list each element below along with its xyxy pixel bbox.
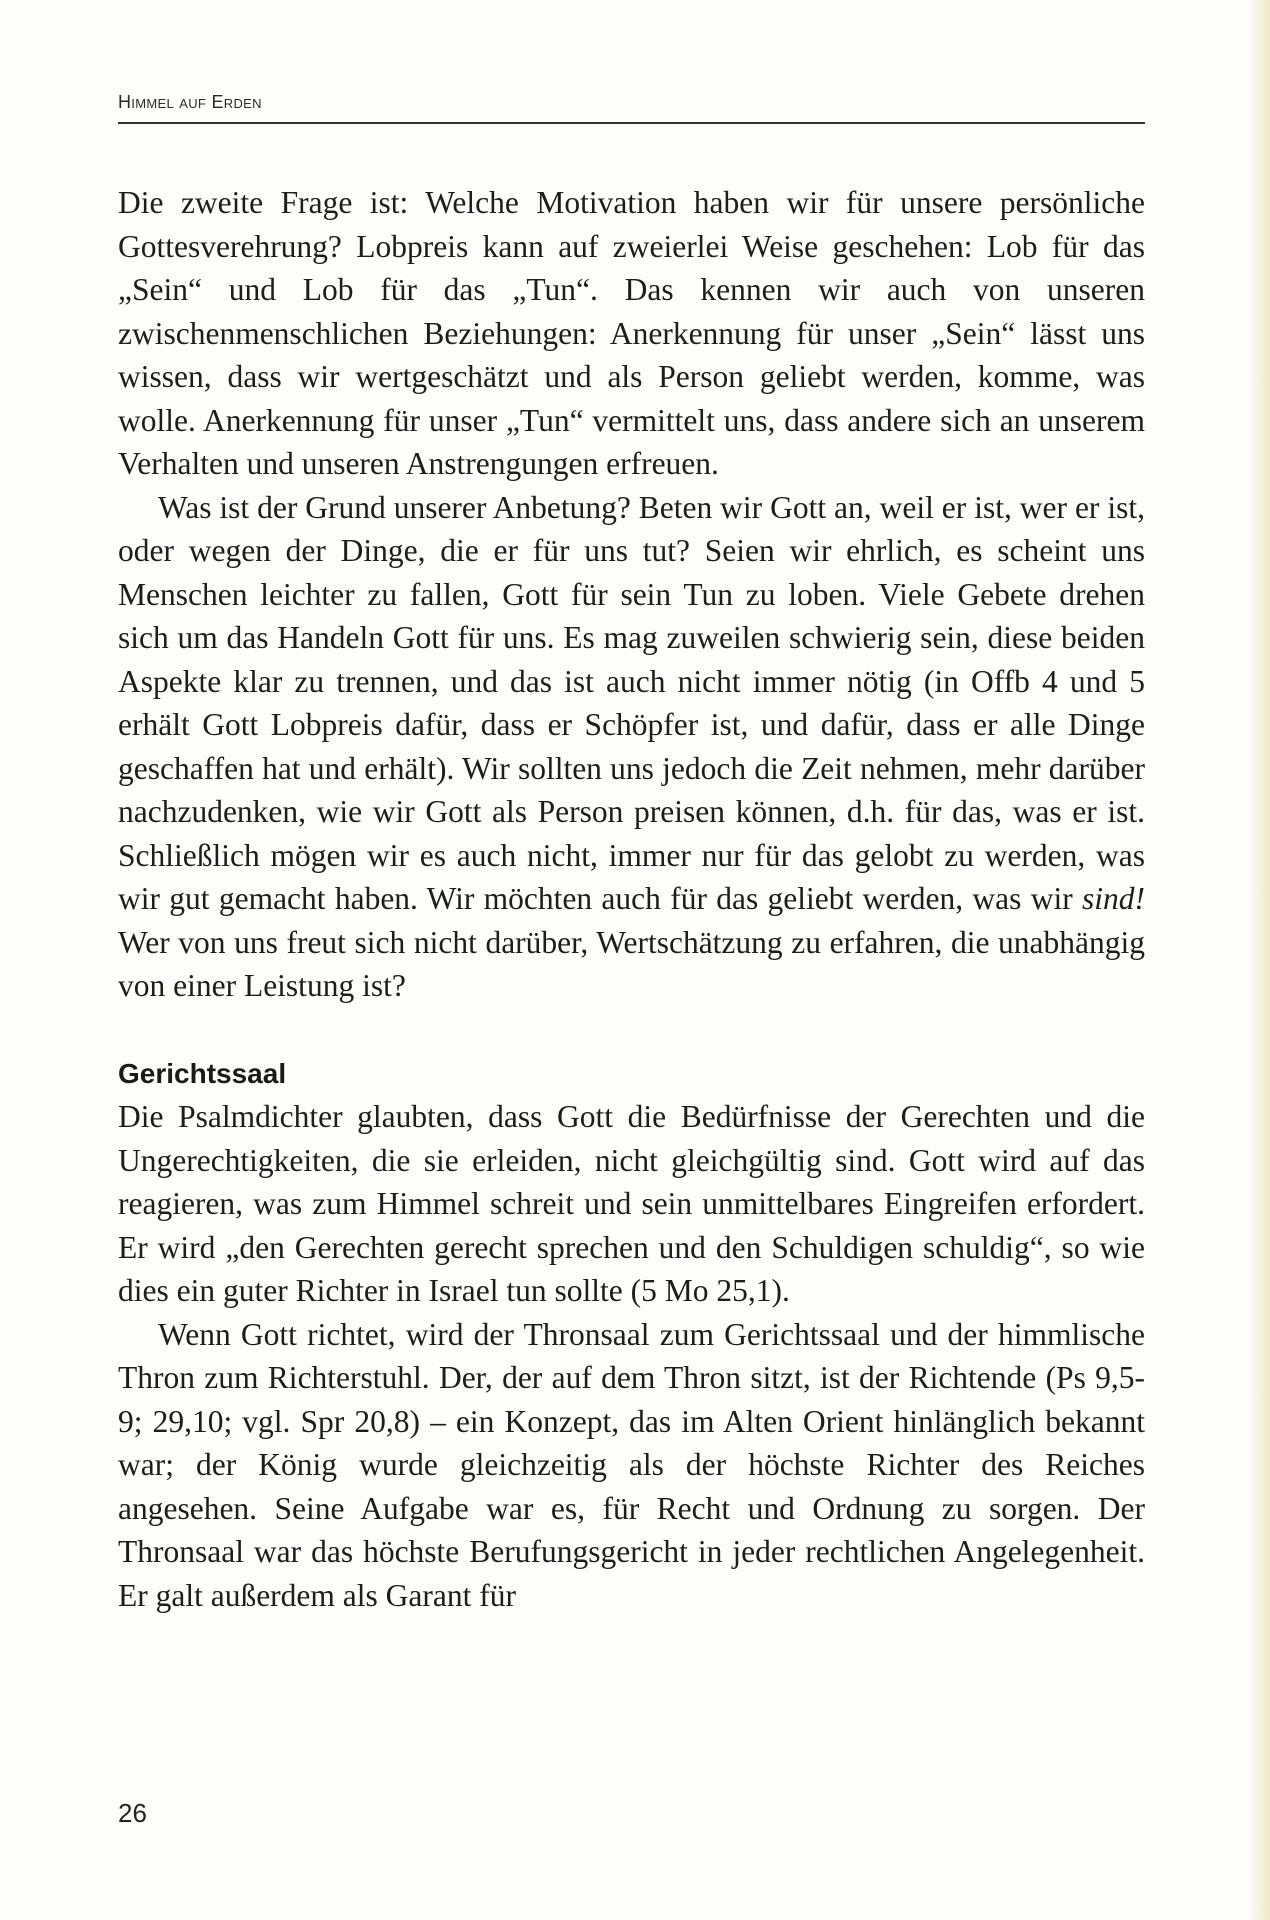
body-text [118,181,1145,1617]
running-head: Himmel auf Erden [118,92,262,112]
section-heading: Gerichtssaal [118,1057,287,1089]
paragraph-text: Wer von uns freut sich nicht darüber, Wertschätzung zu erfahren, die unabhängig von einer Leistung ist? [118,924,1145,1003]
header-rule [118,122,1145,124]
paragraph-motivation: Die zweite Frage ist: Welche Motivation haben wir für unsere persönliche Gottesverehrung? Lobpreis kann auf zweierlei Weise geschehen: Lob für das „Sein“ und Lob für das „Tun“. Das kennen wir auch von unseren zwischenmenschlichen Beziehungen: Anerkennung für unser „Sein“ lässt uns wissen, dass wir wertgeschätzt und als Person geliebt werden, komme, was wolle. Anerkennung für unser „Tun“ vermittelt uns, dass andere sich an unserem Verhalten und unseren Anstrengungen erfreuen. [118,185,1145,481]
paragraph-thronsaal: Wenn Gott richtet, wird der Thronsaal zum Gerichtssaal und der himmlische Thron zum Richterstuhl. Der, der auf dem Thron sitzt, ist der Richtende (Ps 9,5-9; 29,10; vgl. Spr 20,8) – ein Konzept, das im Alten Orient hinlänglich bekannt war; der König wurde gleichzeitig als der höchste Richter des Reiches angesehen. Seine Aufgabe war es, für Recht und Ordnung zu sorgen. Der Thronsaal war das höchste Berufungsgericht in jeder rechtlichen Angelegenheit. Er galt außerdem als Garant für [118,1316,1145,1613]
page-number: 26 [118,1798,147,1828]
page-edge-shadow [1248,0,1270,1920]
emphasis-sind: sind! [1082,881,1145,916]
paragraph-psalmdichter: Die Psalmdichter glaubten, dass Gott die Bedürfnisse der Gerechten und die Ungerechtigkeiten, die sie erleiden, nicht gleichgültig sind. Gott wird auf das reagieren, was zum Himmel schreit und sein unmittelbares Eingreifen erfordert. Er wird „den Gerechten gerecht sprechen und den Schuldigen schuldig“, so wie dies ein guter Richter in Israel tun sollte (5 Mo 25,1). [118,1099,1145,1308]
paragraph-grund-der-anbetung [118,486,1145,1008]
paragraph-text: Was ist der Grund unserer Anbetung? Beten wir Gott an, weil er ist, wer er ist, oder wegen der Dinge, die er für uns tut? Seien wir ehrlich, es scheint uns Menschen leichter zu fallen, Gott für sein Tun zu loben. Viele Gebete drehen sich um das Handeln Gott für uns. Es mag zuweilen schwierig sein, diese beiden Aspekte klar zu trennen, und das ist auch nicht immer nötig (in Offb 4 und 5 erhält Gott Lobpreis dafür, dass er Schöpfer ist, und dafür, dass er alle Dinge geschaffen hat und erhält). Wir sollten uns jedoch die Zeit nehmen, mehr darüber nachzudenken, wie wir Gott als Person preisen können, d.h. für das, was er ist. Schließlich mögen wir es auch nicht, immer nur für das gelobt zu werden, was wir gut gemacht haben. Wir möchten auch für das geliebt werden, was wir [118,489,1145,916]
